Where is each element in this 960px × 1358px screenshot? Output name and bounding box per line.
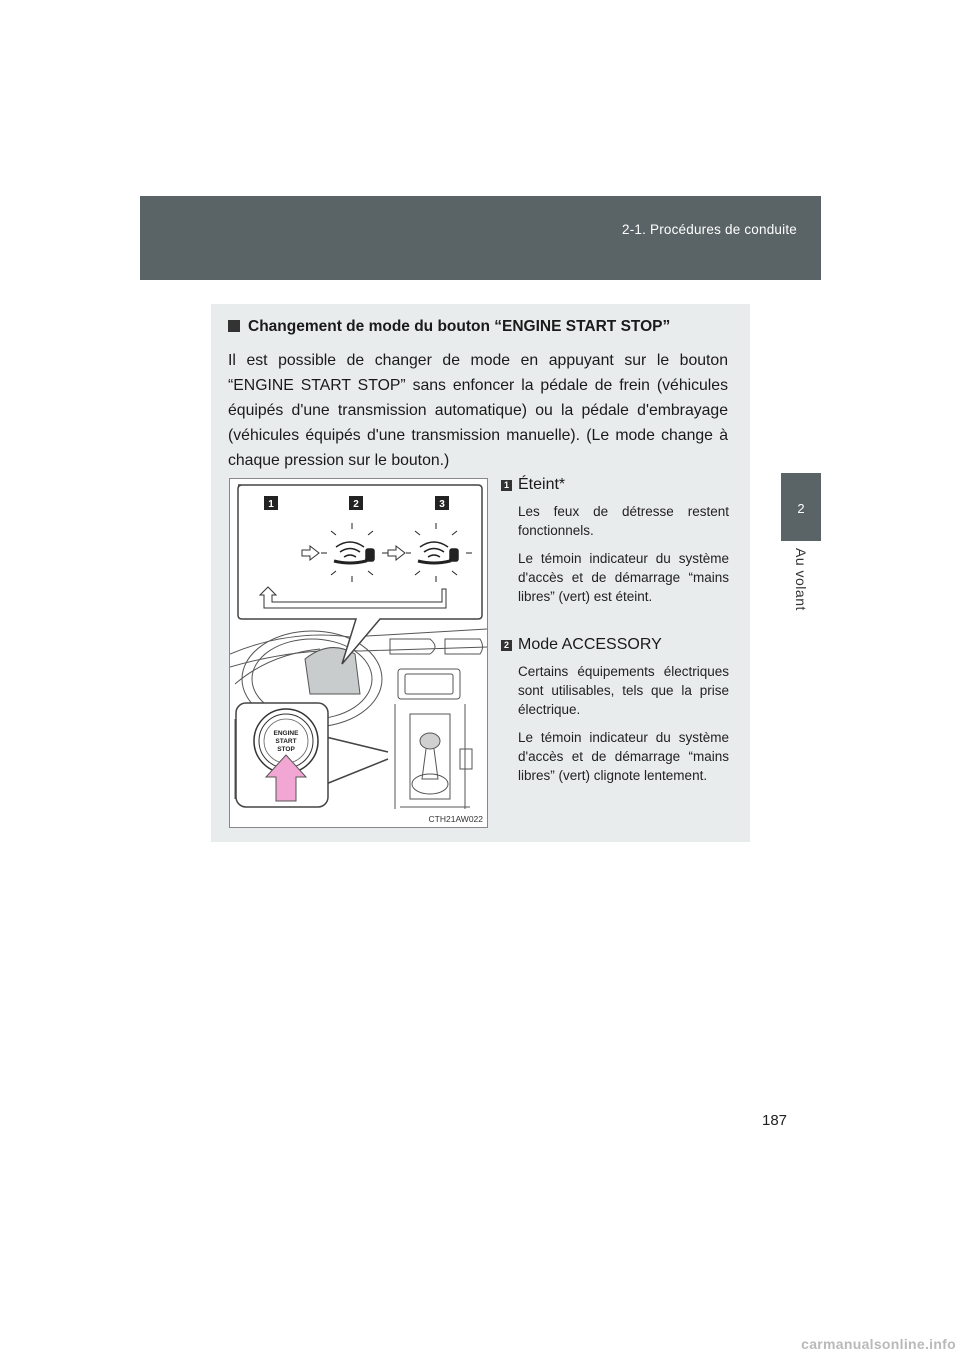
illustration-figure [229, 478, 488, 828]
item-off [501, 476, 729, 615]
item-accessory [501, 636, 729, 794]
badge-3: 3 [439, 499, 445, 510]
chapter-label [786, 548, 816, 628]
engine-button-text-1: ENGINE [273, 730, 299, 737]
item-title [501, 476, 729, 494]
item-paragraph: Le témoin indicateur du système d'accès et de démarrage “mains libres” (vert) est éteint. [518, 551, 729, 604]
figure-code: CTH21AW022 [428, 814, 483, 824]
section-heading-text: Changement de mode du bouton “ENGINE START STOP” [248, 318, 671, 335]
section-heading [228, 318, 670, 336]
square-bullet-icon [228, 320, 240, 332]
badge-2: 2 [353, 499, 359, 510]
chapter-tab[interactable] [781, 473, 821, 541]
chapter-label-text: Au volant [793, 548, 809, 611]
content-panel [211, 304, 750, 842]
engine-button-text-3: STOP [277, 746, 295, 753]
chapter-number: 2 [797, 501, 805, 516]
item-paragraph: Les feux de détresse restent fonctionnels. [518, 504, 729, 538]
dashboard-illustration [230, 479, 487, 827]
watermark[interactable]: carmanualsonline.info [801, 1336, 956, 1352]
item-title-text: Mode ACCESSORY [518, 636, 662, 653]
item-text [518, 502, 729, 606]
item-paragraph: Le témoin indicateur du système d'accès et de démarrage “mains libres” (vert) clignote lentement. [518, 730, 729, 783]
item-paragraph: Certains équipements électriques sont utilisables, tels que la prise électrique. [518, 664, 729, 717]
item-text [518, 662, 729, 785]
item-title [501, 636, 729, 654]
item-title-text: Éteint* [518, 476, 566, 493]
header-band [140, 196, 821, 280]
page-number: 187 [762, 1112, 788, 1129]
badge-1: 1 [268, 499, 274, 510]
engine-button-text-2: START [275, 738, 297, 745]
intro-paragraph: Il est possible de changer de mode en appuyant sur le bouton “ENGINE START STOP” sans enfoncer la pédale de frein (véhicules équipés d'une transmission automatique) ou la pédale d'embrayage (véhicules équipés d'une transmission manuelle). (Le mode change à chaque pression sur le bouton.) [228, 352, 728, 469]
header-section-title: 2-1. Procédures de conduite [621, 222, 797, 237]
number-badge: 1 [501, 480, 512, 491]
number-badge: 2 [501, 640, 512, 651]
